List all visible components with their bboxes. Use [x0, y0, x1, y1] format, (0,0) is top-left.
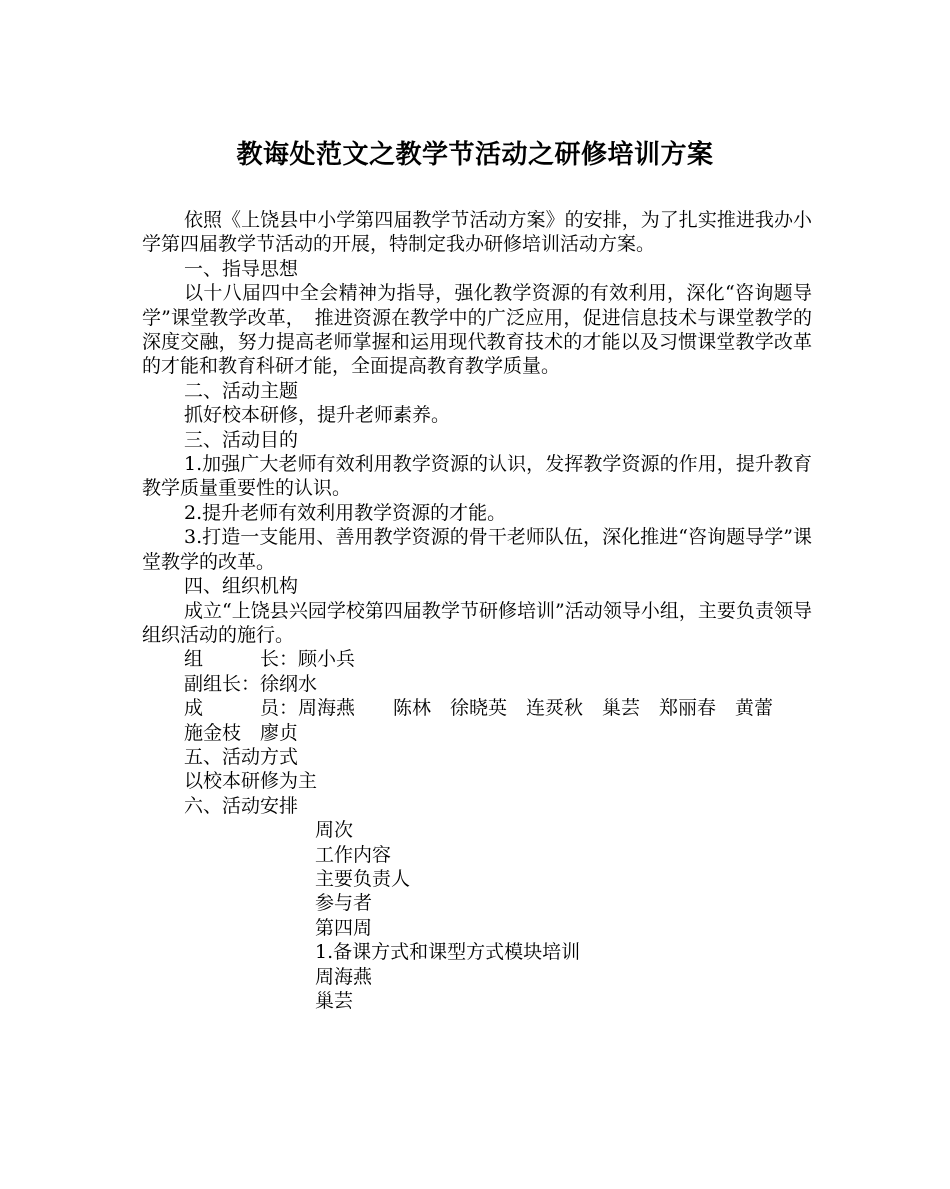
- table-header-content: 工作内容: [315, 843, 392, 866]
- section-heading-method: 五、活动方式: [184, 745, 299, 768]
- guiding-thought-paragraph: 以十八届四中全会精神为指导，强化教学资源的有效利用，深化“咨询题导学”课堂教学改革， 推进资源在教学中的广泛应用，促进信息技术与课堂教学的深度交融，努力提高老师掌握和运用现代教育技术的才能以及习惯课堂教学改革的才能和教育科研才能，全面提高教育教学质量。: [142, 282, 812, 378]
- table-cell-participants: 巢芸: [315, 990, 354, 1012]
- schedule-table: [142, 818, 812, 1013]
- section-heading-organization: 四、组织机构: [184, 575, 299, 598]
- section-heading-purpose: 三、活动目的: [184, 428, 299, 451]
- purpose-item-1: 1.加强广大老师有效利用教学资源的认识，发挥教学资源的作用，提升教育教学质量重要性的认识。: [142, 453, 812, 500]
- theme-paragraph: 抓好校本研修，提升老师素养。: [184, 404, 451, 427]
- section-heading-theme: 二、活动主题: [184, 379, 299, 402]
- section-heading-guiding-thought: 一、指导思想: [184, 257, 299, 280]
- section-heading-schedule: 六、活动安排: [184, 794, 299, 817]
- purpose-item-3: 3.打造一支能用、善用教学资源的骨干老师队伍，深化推进“咨询题导学”课堂教学的改革。: [142, 526, 812, 573]
- table-header-week: 周次: [315, 819, 354, 842]
- table-cell-content: 1.备课方式和课型方式模块培训: [315, 941, 581, 964]
- document-title: 教诲处范文之教学节活动之研修培训方案: [236, 140, 714, 170]
- table-header-responsible: 主要负责人: [315, 867, 411, 890]
- table-header-participants: 参与者: [315, 892, 373, 915]
- table-cell-week: 第四周: [315, 916, 373, 939]
- intro-paragraph: 依照《上饶县中小学第四届教学节活动方案》的安排，为了扎实推进我办小学第四届教学节活动的开展，特制定我办研修培训活动方案。: [142, 209, 812, 256]
- members-line: 成 员：周海燕 陈林 徐晓英 连烎秋 巢芸 郑丽春 黄蕾: [184, 697, 774, 720]
- table-cell-responsible: 周海燕: [315, 965, 373, 988]
- method-paragraph: 以校本研修为主: [184, 770, 318, 793]
- document-body: [142, 208, 812, 1013]
- purpose-item-2: 2.提升老师有效利用教学资源的才能。: [184, 501, 507, 524]
- group-leader-line: 组 长：顾小兵: [184, 648, 356, 671]
- deputy-leader-line: 副组长：徐纲水: [184, 672, 318, 695]
- members-line-continued: 施金枝 廖贞: [184, 721, 299, 744]
- organization-paragraph: 成立“上饶县兴园学校第四届教学节研修培训”活动领导小组，主要负责领导组织活动的施行。: [142, 599, 812, 646]
